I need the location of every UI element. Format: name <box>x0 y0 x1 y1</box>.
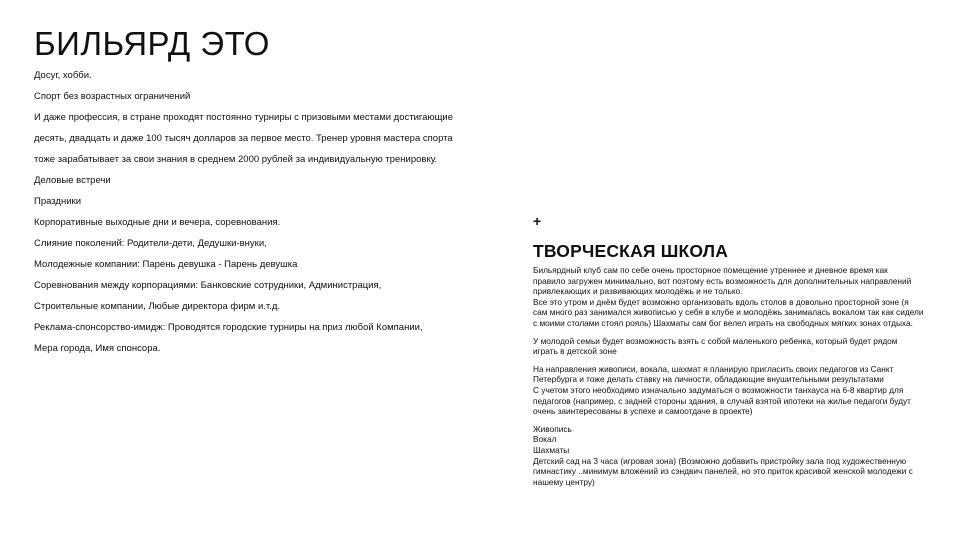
creative-school-section <box>533 214 943 494</box>
billiards-list <box>34 70 494 364</box>
paragraph-line: очень заинтересованы в успехе и самоотдаче в проекте) <box>533 406 753 417</box>
paragraph-line: Бильярдный клуб сам по себе очень просторное помещение утреннее и дневное время как <box>533 265 888 275</box>
paragraph-line: гимнастику ..минимум вложений из сэндвич панелей, но это приток красивой женской молодежи с <box>533 466 913 477</box>
paragraph-line: сам много раз занимался живописью у себя в клубе и молодёжь занималась вокалом так как сидели <box>533 307 924 318</box>
list-item: Слияние поколений: Родители-дети, Дедушки-внуки, <box>34 238 267 249</box>
list-item: Спорт без возрастных ограничений <box>34 91 191 102</box>
paragraph-line: нашему центру) <box>533 476 595 487</box>
paragraph-line: На направления живописи, вокала, шахмат я планирую пригласить своих педагогов из Санкт <box>533 363 894 374</box>
list-item: Корпоративные выходные дни и вечера, соревнования. <box>34 217 281 228</box>
paragraph-line: С учетом этого необходимо изначально задуматься о возможности танхауса на 6-8 квартир для <box>533 384 904 395</box>
list-item: Молодежные компании: Парень девушка - Парень девушка <box>34 259 298 270</box>
list-item: десять, двадцать и даже 100 тысяч долларов за первое место. Тренер уровня мастера спорта <box>34 133 453 144</box>
list-item: Праздники <box>34 196 81 207</box>
list-item: Досуг, хобби. <box>34 70 92 81</box>
paragraph-line: Живопись <box>533 423 572 434</box>
list-item: Реклама-спонсорство-имидж: Проводятся городские турниры на приз любой Компании, <box>34 322 423 333</box>
paragraph-line: Шахматы <box>533 444 570 455</box>
paragraph-line: педагогов (например, с задней стороны здания, в случай взятой ипотеки на жилье педагоги будут <box>533 395 911 406</box>
section-title: ТВОРЧЕСКАЯ ШКОЛА <box>533 241 729 261</box>
list-item: Строительные компании, Любые директора фирм и.т.д. <box>34 301 281 312</box>
paragraph <box>533 336 943 357</box>
paragraph <box>533 424 943 488</box>
paragraph-line: Петербурга и тоже делать ставку на личности, обладающие внушительными результатами <box>533 374 884 385</box>
plus-icon: + <box>533 213 542 229</box>
paragraph-line: привлекающих и развивающих молодёжь и не только. <box>533 286 743 297</box>
paragraph-line: У молодой семьи будет возможность взять с собой маленького ребенка, который будет рядом <box>533 335 898 346</box>
paragraph <box>533 364 943 417</box>
paragraph-line: с моими столами стоял рояль) Шахматы сам бог велел играть на свободных мягких зонах отдыха. <box>533 317 913 328</box>
paragraph <box>533 265 943 329</box>
list-item: тоже зарабатывает за свои знания в среднем 2000 рублей за индивидуальную тренировку. <box>34 154 438 165</box>
paragraph-line: играть в детской зоне <box>533 346 617 357</box>
paragraph-line: Вокал <box>533 434 557 445</box>
list-item: Мера города, Имя спонсора. <box>34 343 161 354</box>
paragraph-line: Все это утром и днём будет возможно организовать вдоль столов в довольно просторной зоне (я <box>533 296 909 307</box>
paragraph-line: правило загружен минимально, вот поэтому есть возможность для дополнительных направлений <box>533 275 912 286</box>
list-item: И даже профессия, в стране проходят постоянно турниры с призовыми местами достигающие <box>34 112 453 123</box>
list-item: Деловые встречи <box>34 175 111 186</box>
section-body <box>533 265 943 487</box>
paragraph-line: Детский сад на 3 часа (игровая зона) (Возможно добавить пристройку зала под художественную <box>533 455 907 466</box>
slide-title: БИЛЬЯРД ЭТО <box>34 25 270 62</box>
list-item: Соревнования между корпорациями: Банковские сотрудники, Администрация, <box>34 280 382 291</box>
